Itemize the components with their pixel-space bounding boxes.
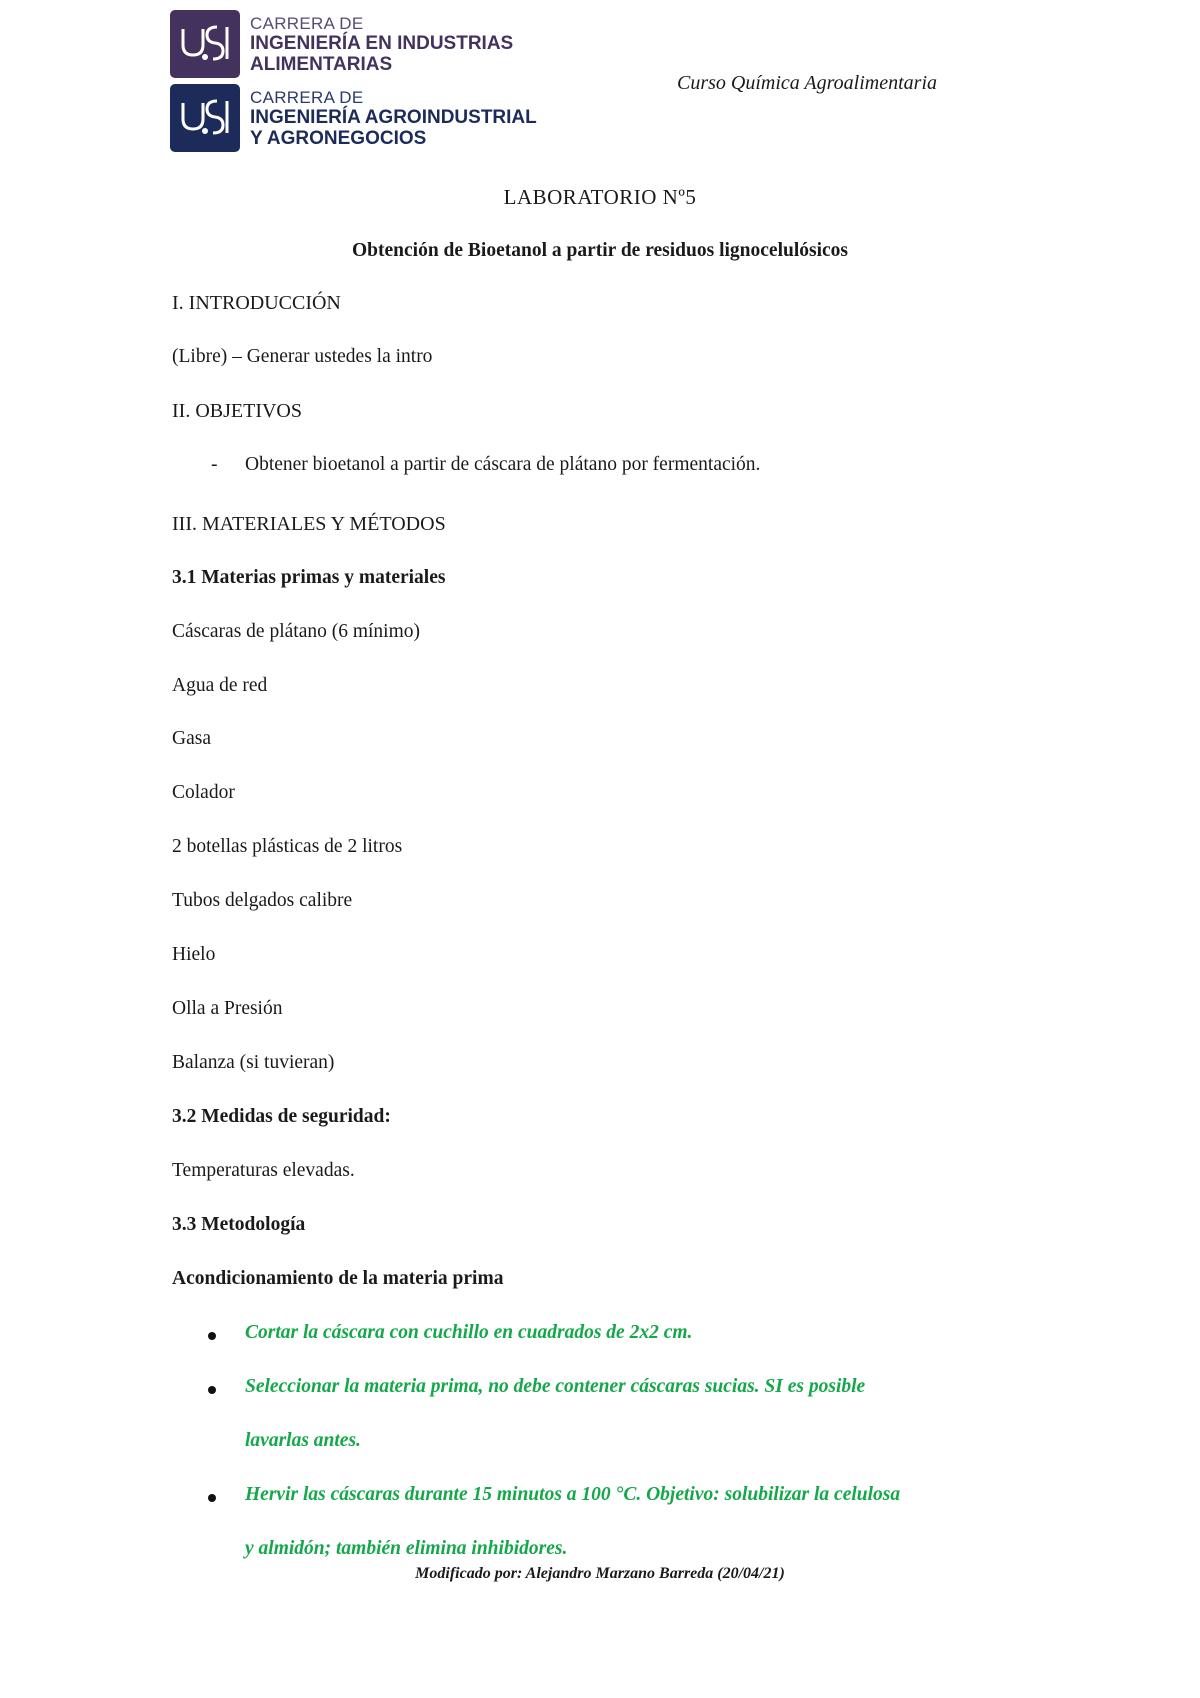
logo-1-line3: ALIMENTARIAS (250, 53, 393, 75)
materials-heading: 3.1 Materias primas y materiales (172, 567, 446, 588)
bullet-icon (208, 1386, 216, 1394)
material-item: Colador (172, 782, 235, 803)
material-item: Olla a Presión (172, 998, 283, 1019)
methodology-heading: 3.3 Metodología (172, 1214, 306, 1235)
logo-2-line3: Y AGRONEGOCIOS (250, 127, 427, 149)
usil-monogram-icon (177, 21, 233, 67)
material-item: Balanza (si tuvieran) (172, 1052, 335, 1073)
material-item: Hielo (172, 944, 216, 965)
material-item: Gasa (172, 728, 211, 749)
intro-text: (Libre) – Generar ustedes la intro (172, 346, 433, 367)
material-item: Agua de red (172, 675, 268, 696)
usil-monogram-icon (177, 95, 233, 141)
objective-dash: - (211, 454, 218, 475)
material-item: 2 botellas plásticas de 2 litros (172, 836, 403, 857)
safety-text: Temperaturas elevadas. (172, 1160, 355, 1181)
logo-2-line1: CARRERA DE (250, 87, 364, 107)
modified-by-footer: Modificado por: Alejandro Marzano Barreda (20/04/21) (415, 1565, 785, 1582)
intro-heading: I. INTRODUCCIÓN (172, 292, 341, 314)
logo-industrias-alimentarias (170, 10, 513, 78)
step-2-line1: Seleccionar la materia prima, no debe contener cáscaras sucias. SI es posible (245, 1376, 866, 1397)
methods-heading: III. MATERIALES Y MÉTODOS (172, 513, 446, 535)
objective-item: Obtener bioetanol a partir de cáscara de plátano por fermentación. (245, 454, 761, 475)
step-3-line1: Hervir las cáscaras durante 15 minutos a 100 °C. Objetivo: solubilizar la celulosa (245, 1484, 901, 1505)
material-item: Tubos delgados calibre (172, 890, 353, 911)
material-item: Cáscaras de plátano (6 mínimo) (172, 621, 421, 642)
lab-subtitle: Obtención de Bioetanol a partir de residuos lignocelulósicos (351, 240, 848, 261)
bullet-icon (208, 1494, 216, 1502)
objectives-heading: II. OBJETIVOS (172, 400, 302, 422)
step-1-line1: Cortar la cáscara con cuchillo en cuadrados de 2x2 cm. (245, 1322, 693, 1343)
logo-agroindustrial (170, 84, 537, 152)
lab-title: LABORATORIO Nº5 (503, 185, 697, 209)
course-name: Curso Química Agroalimentaria (677, 72, 938, 94)
usil-logo-mark (170, 10, 240, 78)
bullet-icon (208, 1332, 216, 1340)
logo-2-line2: INGENIERÍA AGROINDUSTRIAL (250, 106, 537, 128)
logo-1-line2: INGENIERÍA EN INDUSTRIAS (250, 32, 514, 54)
step-3-line2: y almidón; también elimina inhibidores. (245, 1538, 568, 1559)
conditioning-heading: Acondicionamiento de la materia prima (172, 1268, 504, 1289)
safety-heading: 3.2 Medidas de seguridad: (172, 1106, 391, 1127)
usil-logo-mark (170, 84, 240, 152)
step-2-line2: lavarlas antes. (245, 1430, 361, 1451)
logo-1-line1: CARRERA DE (250, 13, 364, 33)
